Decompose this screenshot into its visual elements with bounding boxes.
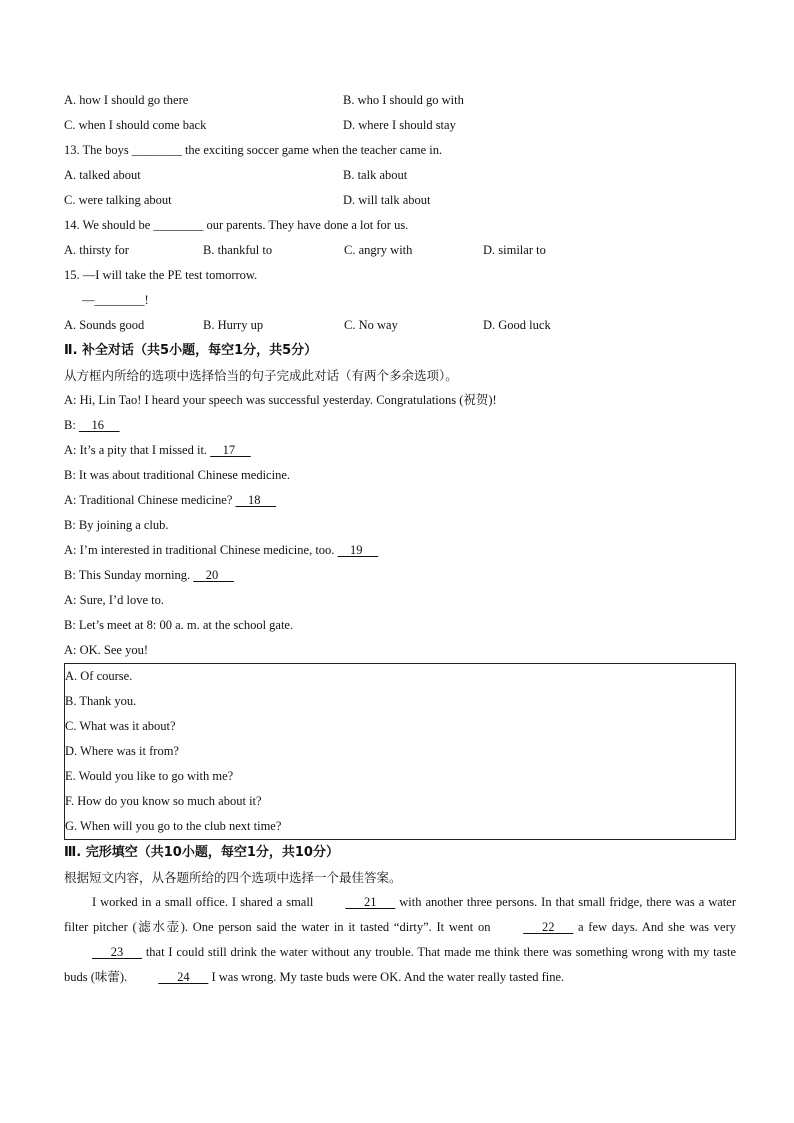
dialogue-blank-17 xyxy=(210,438,251,463)
blank-number: 24 xyxy=(177,970,190,984)
dialogue-line-11 xyxy=(64,638,736,663)
q13-stem xyxy=(64,138,736,163)
q15-stem: 15. —I will take the PE test tomorrow. xyxy=(64,268,258,282)
dialogue-line-2 xyxy=(64,413,736,438)
blank-number: 21 xyxy=(364,895,377,909)
dialogue-line-1 xyxy=(64,388,736,413)
section-3-instruction: 根据短文内容，从各题所给的四个选项中选择一个最佳答案。 xyxy=(64,870,402,885)
dialogue-line-8 xyxy=(64,563,736,588)
cloze-passage xyxy=(64,890,736,990)
q14-stem xyxy=(64,213,736,238)
q13-options-row-1 xyxy=(64,163,736,188)
cloze-blank-24 xyxy=(130,965,208,990)
blank-number: 22 xyxy=(541,920,555,934)
box-option-e: E. Would you like to go with me? xyxy=(65,769,234,783)
section-2-instruction: 从方框内所给的选项中选择恰当的句子完成此对话（有两个多余选项）。 xyxy=(64,368,458,383)
box-option-d: D. Where was it from? xyxy=(65,744,179,758)
q14-stem-post: our parents. They have done a lot for us. xyxy=(203,218,409,232)
dialogue-text: B: Let’s meet at 8: 00 a. m. at the school gate. xyxy=(64,618,294,632)
q13-option-d: D. will talk about xyxy=(343,193,431,207)
q12-option-d: D. where I should stay xyxy=(343,118,456,132)
dialogue-text: B: By joining a club. xyxy=(64,518,169,532)
q14-stem-pre: 14. We should be xyxy=(64,218,154,232)
dialogue-line-6 xyxy=(64,513,736,538)
q13-option-a: A. talked about xyxy=(64,168,141,182)
blank-number: 18 xyxy=(248,493,261,507)
blank-number: 23 xyxy=(110,945,124,959)
dialogue-line-4 xyxy=(64,463,736,488)
dialogue-text: A: Hi, Lin Tao! I heard your speech was successful yesterday. Congratulations (祝贺)! xyxy=(64,393,497,407)
dialogue-text: A: OK. See you! xyxy=(64,643,149,657)
q15-option-a: A. Sounds good xyxy=(64,318,145,332)
box-option-a: A. Of course. xyxy=(65,669,133,683)
dialogue-text: B: It was about traditional Chinese medicine. xyxy=(64,468,290,482)
dialogue-blank-20 xyxy=(193,563,234,588)
cloze-blank-22 xyxy=(495,915,573,940)
q15-option-c: C. No way xyxy=(344,318,398,332)
dialogue-line-9 xyxy=(64,588,736,613)
q14-option-c: C. angry with xyxy=(344,243,413,257)
dialogue-text: A: Sure, I’d love to. xyxy=(64,593,164,607)
passage-text: I worked in a small office. I shared a small xyxy=(92,895,318,909)
options-box xyxy=(64,663,736,840)
q15-options-row xyxy=(64,313,736,338)
q12-option-c: C. when I should come back xyxy=(64,118,207,132)
passage-text: a few days. And she was very xyxy=(573,920,736,934)
q12-option-b: B. who I should go with xyxy=(343,93,464,107)
q12-options-row-1 xyxy=(64,88,736,113)
dialogue-blank-18 xyxy=(236,488,277,513)
passage-text: with another three persons. In that small fridge, there was a water filter pitcher (滤水壶). One person said the water in it tasted “dirty”. It went on xyxy=(64,895,736,934)
q15-reply xyxy=(64,288,736,313)
q13-option-b: B. talk about xyxy=(343,168,408,182)
dialogue-text: A: Traditional Chinese medicine? xyxy=(64,493,236,507)
q15-option-d: D. Good luck xyxy=(483,318,551,332)
q15-reply-dash: — xyxy=(82,293,95,307)
dialogue-line-5 xyxy=(64,488,736,513)
q15-reply-blank: ________ xyxy=(94,293,145,307)
dialogue-text: B: xyxy=(64,418,79,432)
cloze-blank-21 xyxy=(317,890,395,915)
section-2-heading: Ⅱ. 补全对话（共5小题，每空1分，共5分） xyxy=(64,343,318,358)
blank-number: 20 xyxy=(205,568,219,582)
dialogue-text: A: I’m interested in traditional Chinese medicine, too. xyxy=(64,543,338,557)
q13-blank: ________ xyxy=(131,143,182,157)
q14-options-row xyxy=(64,238,736,263)
box-option-c: C. What was it about? xyxy=(65,719,176,733)
passage-text: I was wrong. My taste buds were OK. And the water really tasted fine. xyxy=(208,970,565,984)
box-option-b: B. Thank you. xyxy=(65,694,137,708)
q13-options-row-2 xyxy=(64,188,736,213)
q13-option-c: C. were talking about xyxy=(64,193,172,207)
blank-number: 19 xyxy=(350,543,363,557)
cloze-blank-23 xyxy=(64,940,142,965)
box-option-g: G. When will you go to the club next time? xyxy=(65,819,282,833)
box-option-f: F. How do you know so much about it? xyxy=(65,794,262,808)
q12-options-row-2 xyxy=(64,113,736,138)
blank-number: 16 xyxy=(91,418,104,432)
dialogue-blank-19 xyxy=(338,538,379,563)
q13-stem-pre: 13. The boys xyxy=(64,143,132,157)
dialogue xyxy=(64,388,736,663)
dialogue-line-3 xyxy=(64,438,736,463)
q12-option-a: A. how I should go there xyxy=(64,93,189,107)
passage-text: that I could still drink the water without any trouble. That made me think there was something wrong with my taste buds (味蕾). xyxy=(64,945,736,984)
dialogue-text: B: This Sunday morning. xyxy=(64,568,194,582)
dialogue-text: A: It’s a pity that I missed it. xyxy=(64,443,211,457)
q15-reply-end: ! xyxy=(144,293,149,307)
document-page xyxy=(64,88,736,990)
q13-stem-post: the exciting soccer game when the teacher came in. xyxy=(181,143,443,157)
q14-blank: ________ xyxy=(153,218,204,232)
dialogue-line-7 xyxy=(64,538,736,563)
q15-option-b: B. Hurry up xyxy=(203,318,264,332)
section-3-heading: Ⅲ. 完形填空（共10小题，每空1分，共10分） xyxy=(64,845,339,860)
dialogue-blank-16 xyxy=(79,413,120,438)
blank-number: 17 xyxy=(222,443,236,457)
q14-option-a: A. thirsty for xyxy=(64,243,129,257)
dialogue-line-10 xyxy=(64,613,736,638)
q14-option-b: B. thankful to xyxy=(203,243,273,257)
q14-option-d: D. similar to xyxy=(483,243,546,257)
